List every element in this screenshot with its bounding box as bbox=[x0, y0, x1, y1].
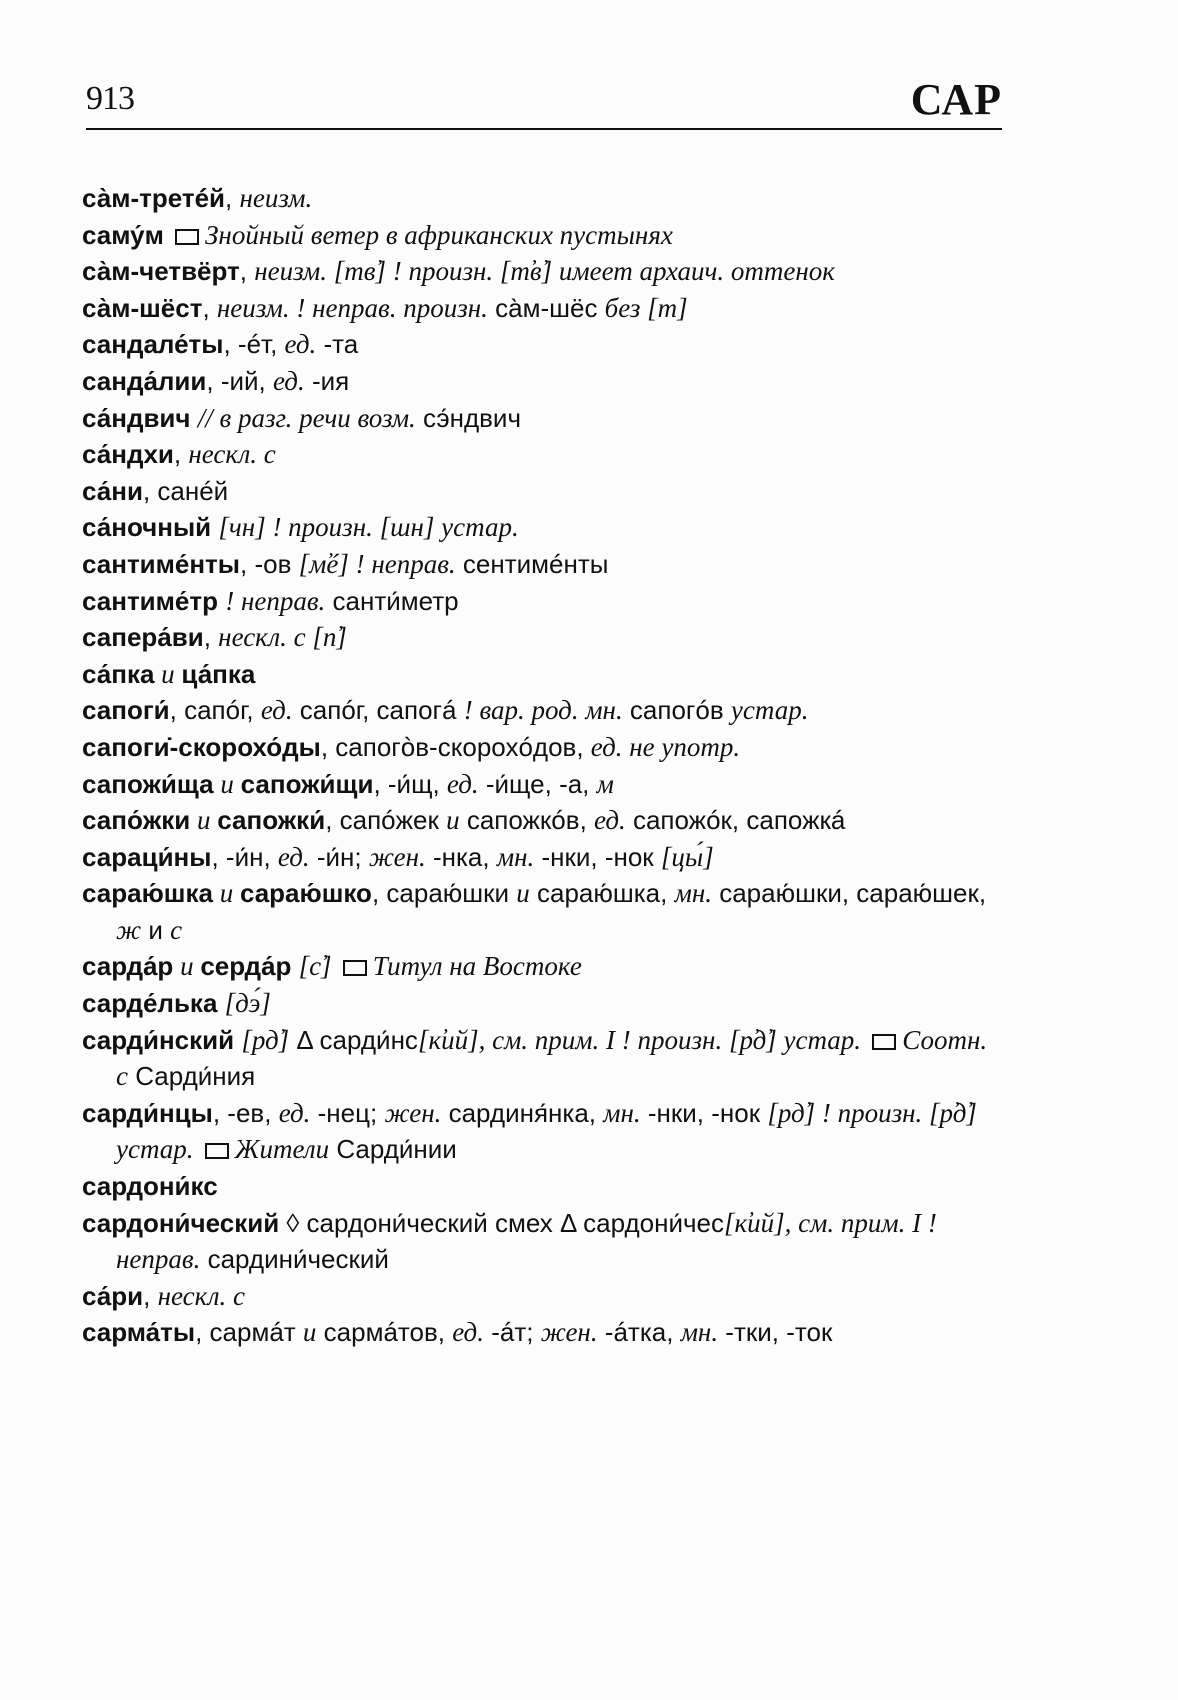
dictionary-entry bbox=[82, 473, 1002, 510]
grammar-note: жен. bbox=[368, 841, 426, 872]
entry-text: -áтка, bbox=[597, 1317, 681, 1348]
entry-text: -та bbox=[316, 329, 359, 360]
grammar-note: [дэ́] bbox=[224, 988, 271, 1019]
headword: са́ни bbox=[82, 475, 143, 506]
headword: сапожки́ bbox=[217, 805, 326, 836]
headword: сапожи́щи bbox=[240, 768, 374, 799]
entry-text: , санéй bbox=[142, 475, 229, 506]
headword: са́ночный bbox=[82, 512, 212, 543]
grammar-note: ж bbox=[116, 914, 142, 945]
entry-text: , bbox=[225, 183, 240, 213]
grammar-note: и bbox=[516, 878, 530, 909]
entry-text: санти́метр bbox=[325, 585, 459, 616]
entry-text bbox=[861, 1025, 868, 1055]
headword: сантиме́тр bbox=[82, 585, 218, 616]
entry-text: са̀м-шёс bbox=[487, 292, 605, 323]
headword: сараю́шко bbox=[239, 878, 372, 909]
grammar-note: ! вар. род. мн. bbox=[463, 695, 623, 726]
entry-text: , -ов bbox=[240, 548, 299, 579]
grammar-note: и bbox=[446, 805, 460, 836]
headword: сандале́ты bbox=[82, 329, 224, 360]
entry-text bbox=[291, 951, 298, 981]
entry-text: , -и́н, bbox=[211, 841, 278, 872]
dictionary-entry bbox=[82, 290, 1002, 327]
headword: саму́м bbox=[82, 219, 164, 250]
grammar-note: Знойный ветер в африканских пустынях bbox=[205, 219, 673, 250]
grammar-note: [чн] ! произн. [шн] устар. bbox=[218, 512, 519, 543]
dictionary-entry bbox=[82, 656, 1002, 693]
entry-text bbox=[191, 403, 198, 433]
entry-text: сардиня́нка, bbox=[441, 1097, 604, 1128]
entry-text: сапожóк, сапожкá bbox=[625, 805, 846, 836]
entry-text: -тки, -ток bbox=[718, 1317, 833, 1348]
entry-text: и bbox=[141, 914, 171, 945]
entry-text: сармáтов, bbox=[316, 1317, 453, 1348]
grammar-note: [цы́] bbox=[660, 841, 714, 872]
entry-text: , bbox=[143, 1280, 158, 1311]
entry-text: -нец; bbox=[310, 1097, 385, 1128]
definition-box-icon bbox=[343, 960, 367, 976]
dictionary-entry bbox=[82, 875, 1002, 948]
grammar-note: ед. bbox=[277, 841, 310, 872]
entry-text: Сарди́нии bbox=[329, 1134, 457, 1165]
headword: са̀м-четвёрт bbox=[82, 256, 240, 287]
headword: сарди́нский bbox=[82, 1024, 235, 1055]
headword: са̀м-шёст bbox=[82, 292, 203, 323]
headword: са́ндвич bbox=[82, 402, 191, 433]
grammar-note: и bbox=[154, 658, 182, 689]
dictionary-entry bbox=[82, 436, 1002, 473]
entry-text: сапожкóв, bbox=[459, 805, 595, 836]
grammar-note: нескл. с bbox=[157, 1280, 245, 1311]
headword: сараци́ны bbox=[82, 841, 212, 872]
dictionary-entry bbox=[82, 1095, 1002, 1168]
entry-text: сентимéнты bbox=[455, 548, 609, 579]
definition-box-icon bbox=[205, 1143, 229, 1159]
entry-text: , сапóжек bbox=[325, 805, 447, 836]
grammar-note: [рд̕] bbox=[241, 1024, 290, 1055]
page-number: 913 bbox=[86, 80, 134, 117]
dictionary-entry bbox=[82, 985, 1002, 1022]
dictionary-entry bbox=[82, 1278, 1002, 1315]
entry-text: сэ́ндвич bbox=[415, 402, 521, 433]
definition-box-icon bbox=[872, 1034, 896, 1050]
headword: сардони́кс bbox=[82, 1171, 218, 1202]
entry-text: , bbox=[203, 622, 219, 653]
grammar-note: и bbox=[302, 1317, 317, 1348]
grammar-note: ед. bbox=[284, 329, 317, 360]
grammar-note: жен. bbox=[384, 1097, 442, 1128]
entry-text bbox=[217, 988, 224, 1018]
dictionary-entry bbox=[82, 253, 1002, 290]
grammar-note: устар. bbox=[730, 695, 809, 726]
headword: са́ндхи bbox=[82, 439, 174, 470]
entry-text: Δ сарди́нс bbox=[289, 1024, 418, 1055]
grammar-note: жен. bbox=[540, 1317, 598, 1348]
grammar-note: с bbox=[170, 914, 183, 945]
headword: санда́лии bbox=[82, 365, 207, 396]
grammar-note: мн. bbox=[603, 1097, 641, 1128]
dictionary-entry bbox=[82, 692, 1002, 729]
entry-text: сардини́ческий bbox=[200, 1244, 389, 1275]
entry-text: , bbox=[202, 292, 217, 323]
entry-text: сараю́шка, bbox=[529, 878, 675, 909]
grammar-note: м bbox=[596, 768, 614, 799]
dictionary-entry bbox=[82, 1168, 1002, 1205]
headword: сарди́нцы bbox=[82, 1097, 213, 1128]
dictionary-entry bbox=[82, 1314, 1002, 1351]
headword: сараю́шка bbox=[82, 878, 213, 909]
entry-text: ◊ сардони́ческий смех Δ сардони́чес bbox=[279, 1207, 724, 1238]
grammar-note: [к̕ий], см. прим. I ! неправ. bbox=[116, 1207, 937, 1275]
grammar-note: [с̕] bbox=[298, 951, 332, 982]
grammar-note: ед. bbox=[273, 365, 305, 396]
dictionary-entry bbox=[82, 948, 1002, 985]
entry-text: -нки, -нок bbox=[534, 841, 661, 872]
entry-text: -ия bbox=[304, 365, 350, 396]
headword: са́пка bbox=[82, 658, 155, 689]
grammar-note: и bbox=[190, 805, 218, 836]
entry-text: , сапогòв-скорохóдов, bbox=[320, 731, 591, 762]
entry-text: сапогóв bbox=[622, 695, 731, 726]
dictionary-entry bbox=[82, 1022, 1002, 1095]
dictionary-entry bbox=[82, 363, 1002, 400]
dictionary-entry bbox=[82, 583, 1002, 620]
headword: сапожи́ща bbox=[82, 768, 214, 799]
entry-text: , -ев, bbox=[212, 1097, 279, 1128]
entry-text: , сапóг, bbox=[169, 695, 261, 726]
headword: ца́пка bbox=[181, 658, 256, 689]
entry-text bbox=[164, 220, 171, 250]
entry-text: -нка, bbox=[425, 841, 497, 872]
grammar-note: нескл. с bbox=[188, 439, 276, 470]
dictionary-entry bbox=[82, 839, 1002, 876]
grammar-note: мн. bbox=[674, 878, 712, 909]
headword: сапоги́ bbox=[82, 695, 170, 726]
dictionary-entries bbox=[82, 180, 1002, 1351]
grammar-note: без [т] bbox=[604, 292, 688, 323]
entry-text: , bbox=[239, 256, 255, 287]
grammar-note: и bbox=[213, 768, 241, 799]
grammar-note: неизм. bbox=[239, 183, 313, 213]
entry-text: , -éт, bbox=[223, 329, 285, 360]
entry-text: -áт; bbox=[483, 1317, 541, 1348]
grammar-note: Титул на Востоке bbox=[372, 951, 582, 982]
grammar-note: [м̕é] ! неправ. bbox=[298, 548, 456, 579]
dictionary-entry bbox=[82, 180, 1002, 217]
entry-text bbox=[332, 951, 339, 981]
grammar-note: и bbox=[173, 951, 201, 982]
entry-text: -и́ще, -а, bbox=[478, 768, 597, 799]
entry-text: Сарди́ния bbox=[127, 1061, 256, 1092]
grammar-note: неизм. ! неправ. произн. bbox=[216, 292, 488, 323]
grammar-note: ! неправ. bbox=[225, 585, 326, 616]
entry-text: -нки, -нок bbox=[640, 1097, 768, 1128]
dictionary-entry bbox=[82, 217, 1002, 254]
grammar-note: мн. bbox=[680, 1317, 719, 1348]
headword: сардони́ческий bbox=[82, 1207, 280, 1238]
grammar-note: неизм. [тв̕] ! произн. [т̕в̕] имеет архаич. оттенок bbox=[254, 256, 835, 287]
dictionary-entry bbox=[82, 766, 1002, 803]
entry-text bbox=[194, 1134, 201, 1164]
headword: серда́р bbox=[200, 951, 292, 982]
headword: са́ри bbox=[82, 1280, 144, 1311]
headword: сарда́р bbox=[82, 951, 174, 982]
grammar-note: нескл. с [п̕] bbox=[218, 622, 347, 653]
entry-text: сапóг, сапогá bbox=[292, 695, 464, 726]
grammar-note: ед. bbox=[446, 768, 479, 799]
grammar-note: Жители bbox=[234, 1134, 330, 1165]
entry-text: , bbox=[173, 439, 189, 470]
grammar-note: и bbox=[212, 878, 240, 909]
headword: сарма́ты bbox=[82, 1317, 196, 1348]
grammar-note: [к̕ий], см. прим. I ! произн. [р̕д̕] устар. bbox=[417, 1024, 862, 1055]
dictionary-entry bbox=[82, 802, 1002, 839]
dictionary-entry bbox=[82, 326, 1002, 363]
headword: сапо́жки bbox=[82, 805, 191, 836]
dictionary-entry bbox=[82, 729, 1002, 766]
dictionary-entry bbox=[82, 546, 1002, 583]
entry-text: , сараю́шки bbox=[371, 878, 517, 909]
headword: сарде́лька bbox=[82, 988, 218, 1019]
dictionary-entry bbox=[82, 1205, 1002, 1278]
grammar-note: ед. не употр. bbox=[590, 731, 741, 762]
grammar-note: ед. bbox=[260, 695, 293, 726]
entry-text: , -и́щ, bbox=[373, 768, 447, 799]
grammar-note: [рд̕] ! произн. [р̕д̕] устар. bbox=[116, 1097, 977, 1165]
dictionary-entry bbox=[82, 400, 1002, 437]
grammar-note: ед. bbox=[452, 1317, 484, 1348]
headword: са̀м-третéй bbox=[82, 183, 226, 213]
header-rule bbox=[86, 128, 1002, 130]
entry-text: , сармáт bbox=[195, 1317, 303, 1348]
page-header bbox=[86, 75, 1002, 128]
entry-text: , -ий, bbox=[206, 365, 273, 396]
grammar-note: Соотн. с bbox=[116, 1024, 988, 1092]
headword: сантиме́нты bbox=[82, 548, 240, 579]
grammar-note: // в разг. речи возм. bbox=[197, 402, 416, 433]
headword: сапоги̇-скорохо́ды bbox=[82, 731, 321, 762]
definition-box-icon bbox=[175, 229, 199, 245]
entry-text: -и́н; bbox=[309, 841, 369, 872]
grammar-note: ед. bbox=[278, 1097, 311, 1128]
grammar-note: мн. bbox=[496, 841, 535, 872]
grammar-note: ед. bbox=[594, 805, 626, 836]
headword: сапера́ви bbox=[82, 622, 204, 653]
dictionary-entry bbox=[82, 619, 1002, 656]
entry-text: сараю́шки, сараю́шек, bbox=[711, 878, 987, 909]
running-head: САР bbox=[910, 75, 1002, 124]
dictionary-entry bbox=[82, 509, 1002, 546]
